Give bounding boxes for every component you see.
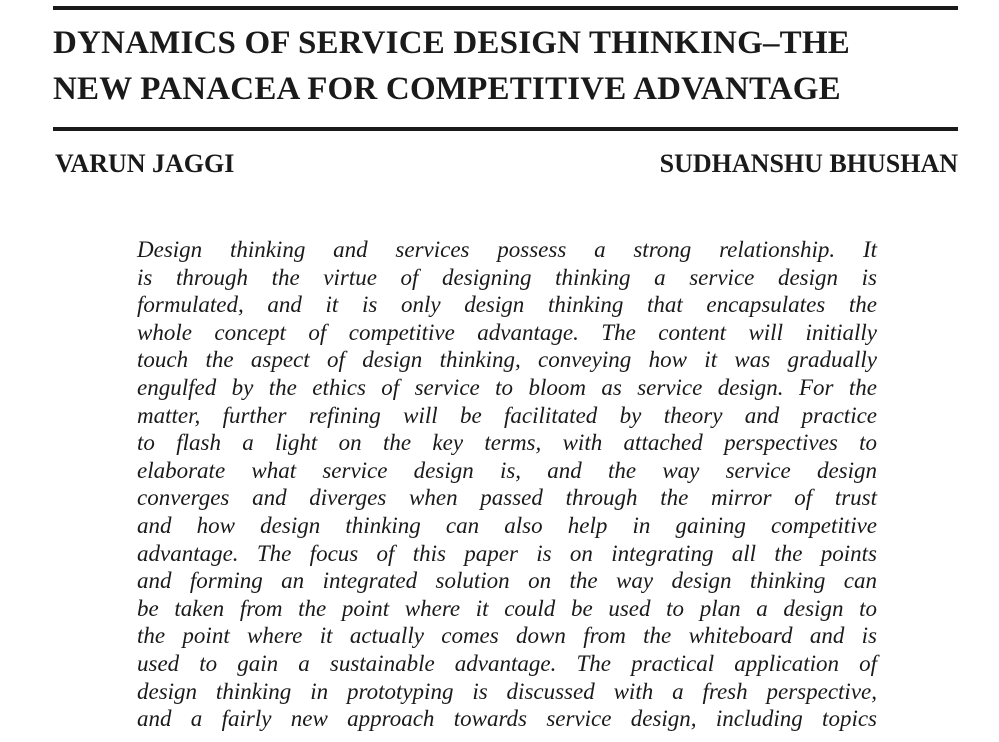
abstract-line: and how design thinking can also help in gaining competitive xyxy=(137,512,877,538)
abstract-line: is through the virtue of designing thinking a service design is xyxy=(137,264,877,290)
abstract-line: be taken from the point where it could be used to plan a design to xyxy=(137,595,877,621)
abstract-line: formulated, and it is only design thinking that encapsulates the xyxy=(137,292,877,318)
abstract-line: whole concept of competitive advantage. The content will initially xyxy=(137,319,877,345)
abstract-line: advantage. The focus of this paper is on integrating all the points xyxy=(137,540,877,566)
paper-title xyxy=(53,20,973,112)
abstract-line: and forming an integrated solution on the way design thinking can xyxy=(137,568,877,594)
abstract xyxy=(137,236,877,733)
abstract-line: Design thinking and services possess a strong relationship. It xyxy=(137,237,877,262)
abstract-line: and a fairly new approach towards service design, including topics xyxy=(137,706,877,732)
abstract-line: used to gain a sustainable advantage. The practical application of xyxy=(137,650,877,676)
abstract-line: to flash a light on the key terms, with attached perspectives to xyxy=(137,430,877,456)
abstract-line: touch the aspect of design thinking, conveying how it was gradually xyxy=(137,347,877,373)
title-line: DYNAMICS OF SERVICE DESIGN THINKING–THE xyxy=(53,25,850,61)
abstract-line: converges and diverges when passed through the mirror of trust xyxy=(137,485,877,511)
abstract-line: matter, further refining will be facilitated by theory and practice xyxy=(137,402,877,428)
abstract-line: design thinking in prototyping is discussed with a fresh perspective, xyxy=(137,678,877,704)
author-name: SUDHANSHU BHUSHAN xyxy=(659,149,958,178)
author-name: VARUN JAGGI xyxy=(55,149,235,178)
abstract-line: elaborate what service design is, and the way service design xyxy=(137,457,877,483)
abstract-line: the point where it actually comes down from the whiteboard and is xyxy=(137,623,877,649)
abstract-line: engulfed by the ethics of service to bloom as service design. For the xyxy=(137,374,877,400)
title-line: NEW PANACEA FOR COMPETITIVE ADVANTAGE xyxy=(53,71,841,107)
title-top-rule xyxy=(53,6,958,10)
title-bottom-rule xyxy=(53,127,958,131)
